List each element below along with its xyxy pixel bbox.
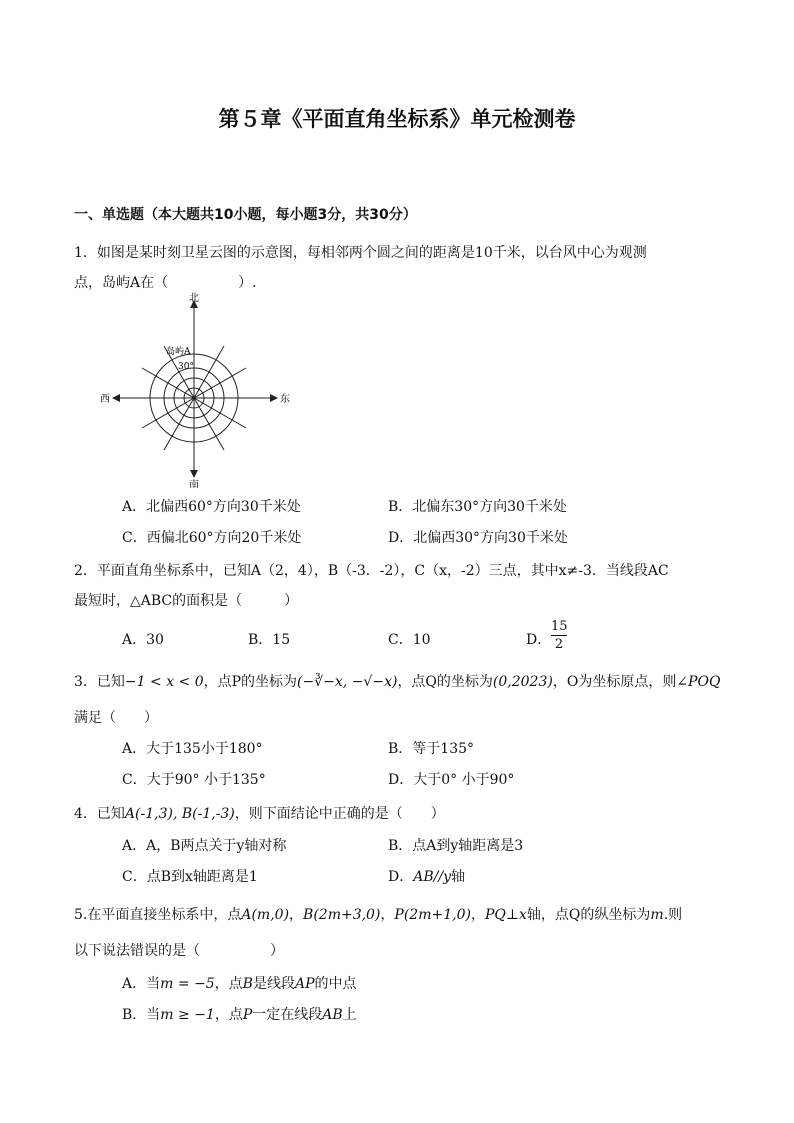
q5-b-ab: AB xyxy=(322,1007,343,1023)
fraction-denominator: 2 xyxy=(554,637,564,652)
q1-option-b: B．北偏东30°方向30千米处 xyxy=(388,499,567,515)
q5-b-p: P xyxy=(242,1007,253,1023)
q5-point-p: P(2m+1,0) xyxy=(394,907,471,923)
q5-a-t2: ，点 xyxy=(214,976,243,992)
q5-b-t2: ，点 xyxy=(214,1007,243,1023)
q3-option-a: A．大于135小于180° xyxy=(122,741,263,757)
q5-a-t3: 是线段 xyxy=(252,976,295,992)
q1-option-c: C．西偏北60°方向20千米处 xyxy=(122,530,302,546)
page-title: 第５章《平面直角坐标系》单元检测卷 xyxy=(218,107,576,131)
label-island: 岛屿A xyxy=(166,347,191,357)
q3-option-d: D．大于0° 小于90° xyxy=(388,772,515,788)
label-north: 北 xyxy=(189,293,199,304)
q3-option-c: C．大于90° 小于135° xyxy=(122,772,266,788)
q5-b-t1: B．当 xyxy=(122,1007,161,1023)
q1-line1: 1．如图是某时刻卫星云图的示意图，每相邻两个圆之间的距离是10千米，以台风中心为观测 xyxy=(74,245,647,261)
label-west: 西 xyxy=(100,394,110,405)
q5-line2: 以下说法错误的是（ ） xyxy=(74,943,284,959)
west-arrow xyxy=(112,394,120,402)
q1-line2: 点，岛屿A在（ ）. xyxy=(74,275,257,291)
q4-text-b: ，则下面结论中正确的是（ ） xyxy=(234,806,445,822)
q4-option-b: B．点A到y轴距离是3 xyxy=(388,838,524,854)
q3-condition: −1 < x < 0 xyxy=(124,674,204,690)
q2-line2: 最短时，△ABC的面积是（ ） xyxy=(74,593,299,609)
q5-a-b: B xyxy=(242,976,253,992)
q1-option-a: A．北偏西60°方向30千米处 xyxy=(122,499,301,515)
q5-pq: PQ⊥x xyxy=(484,907,527,923)
q5-b-t3: 一定在线段 xyxy=(252,1007,323,1023)
q4-points: A(-1,3), B(-1,-3) xyxy=(124,806,235,822)
q2-option-c: C．10 xyxy=(388,632,431,648)
q5-b-m: m ≥ −1 xyxy=(160,1007,215,1023)
q4-text-a: 4．已知 xyxy=(74,806,125,822)
q5-a-m: m = −5 xyxy=(160,976,215,992)
q3-option-b: B．等于135° xyxy=(388,741,475,757)
q2-option-b: B．15 xyxy=(248,632,291,648)
label-south: 南 xyxy=(189,480,199,488)
q5-text-b: 轴，点Q的纵坐标为 xyxy=(526,907,651,923)
q3-point-q: (0,2023) xyxy=(492,674,553,690)
q1-option-d: D．北偏西30°方向30千米处 xyxy=(388,530,568,546)
q2-option-d-fraction xyxy=(551,619,567,652)
section-heading: 一、单选题（本大题共10小题，每小题3分，共30分） xyxy=(74,207,417,223)
q5-line1: 5.在平面直接坐标系中，点A(m,0)，B(2m+3,0)，P(2m+1,0)，PQ⊥x轴，点Q的纵坐标为m.则 xyxy=(74,907,683,923)
satellite-cloud-figure xyxy=(100,292,300,488)
south-arrow xyxy=(190,470,198,478)
q3-text-a: 3．已知 xyxy=(74,674,125,690)
q5-point-a: A(m,0) xyxy=(241,907,290,923)
q5-text-c: .则 xyxy=(663,907,683,923)
q5-m: m xyxy=(650,907,664,923)
q4-option-d-label: D． xyxy=(388,869,414,885)
q3-text-c: ，点Q的坐标为 xyxy=(397,674,493,690)
q5-b-t4: 上 xyxy=(342,1007,357,1023)
q2-option-a: A．30 xyxy=(122,632,164,648)
q5-a-t4: 的中点 xyxy=(314,976,357,992)
q3-angle: ∠POQ xyxy=(676,674,721,690)
q4-option-c: C．点B到x轴距离是1 xyxy=(122,869,258,885)
q3-line2: 满足（ ） xyxy=(74,710,158,726)
label-east: 东 xyxy=(280,394,290,405)
q3-text-b: ，点P的坐标为 xyxy=(203,674,298,690)
q2-option-d: D． xyxy=(526,632,552,648)
q5-a-t1: A．当 xyxy=(122,976,161,992)
q5-option-b xyxy=(122,1004,357,1024)
q2-line1: 2．平面直角坐标系中，已知A（2，4），B（-3．-2），C（x，-2）三点，其中x≠-3．当线段AC xyxy=(74,563,669,579)
q3-text-d: ，O为坐标原点，则 xyxy=(552,674,677,690)
q4-option-a: A．A，B两点关于y轴对称 xyxy=(122,838,287,854)
q4-option-d-math: AB//y xyxy=(413,869,451,885)
east-arrow xyxy=(270,394,278,402)
q3-point-p: (−∛−x, −√−x) xyxy=(297,674,398,690)
q5-text-a: 5.在平面直接坐标系中，点 xyxy=(74,907,242,923)
fraction-numerator: 15 xyxy=(551,619,568,634)
q4-option-d-tail: 轴 xyxy=(450,869,465,885)
q5-a-ap: AP xyxy=(294,976,315,992)
q5-point-b: B(2m+3,0) xyxy=(303,907,381,923)
q4-line xyxy=(74,803,445,823)
q5-option-a xyxy=(122,973,357,993)
label-angle: 30° xyxy=(178,362,194,372)
q3-line1 xyxy=(74,671,720,691)
q4-option-d xyxy=(388,866,465,886)
